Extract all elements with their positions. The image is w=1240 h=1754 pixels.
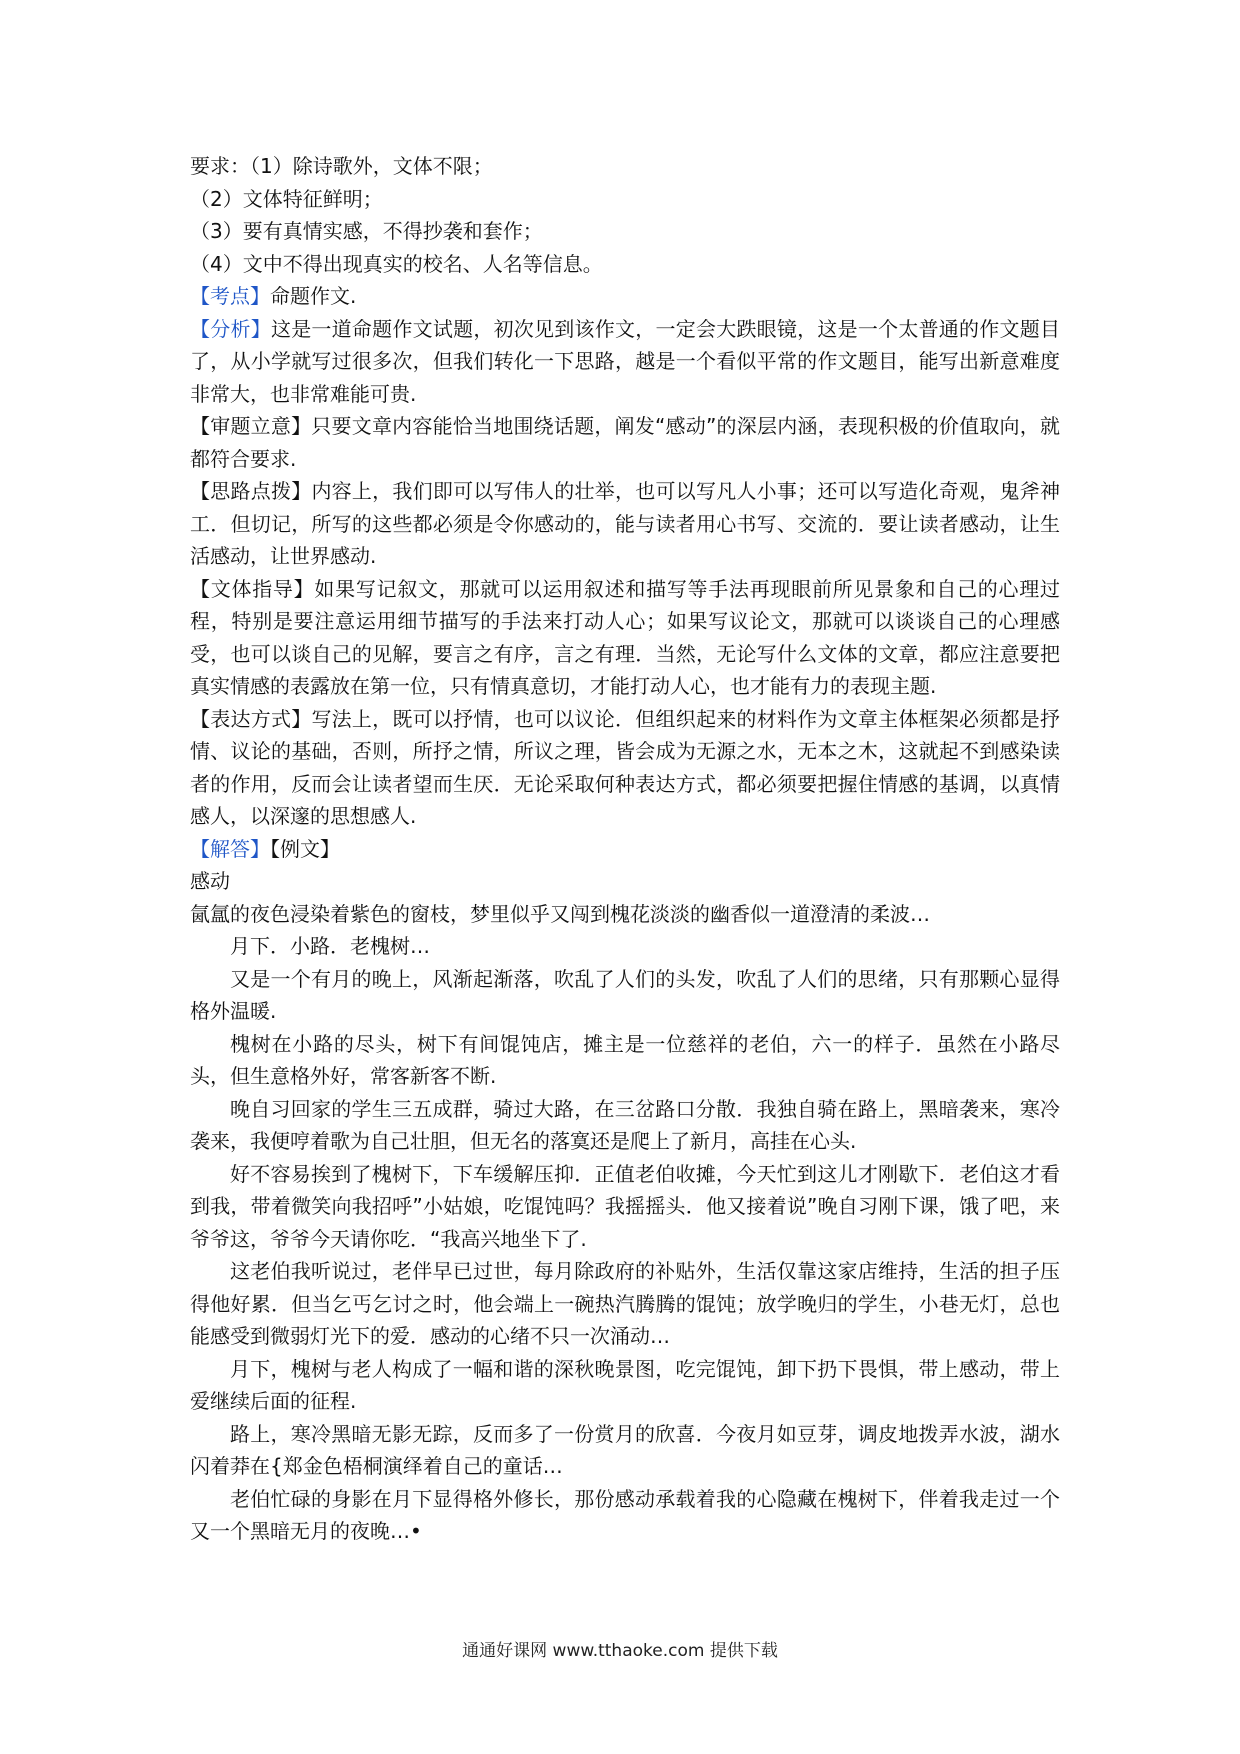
essay-paragraph: 路上，寒冷黑暗无影无踪，反而多了一份赏月的欣喜．今夜月如豆芽，调皮地拨弄水波，湖水闪着莽在{郑金色梧桐演绎着自己的童话… bbox=[190, 1421, 1060, 1478]
kaodian-tag: 【考点】 bbox=[190, 284, 270, 308]
essay-first-line: 氤氲的夜色浸染着紫色的窗枝，梦里似乎又闯到槐花淡淡的幽香似一道澄清的柔波… bbox=[190, 901, 930, 926]
silu-tag: 【思路点拨】 bbox=[190, 479, 312, 503]
shenti-section bbox=[190, 410, 1060, 475]
essay-paragraph: 又是一个有月的晚上，风渐起渐落，吹乱了人们的头发，吹乱了人们的思绪，只有那颗心显得格外温暖. bbox=[190, 966, 1060, 1023]
requirement-2: （2）文体特征鲜明； bbox=[190, 186, 383, 211]
essay-paragraph: 这老伯我听说过，老伴早已过世，每月除政府的补贴外，生活仅靠这家店维持，生活的担子压得他好累．但当乞丐乞讨之时，他会端上一碗热汽腾腾的馄饨；放学晚归的学生，小巷无灯，总也能感受到微弱灯光下的爱．感动的心绪不只一次涌动… bbox=[190, 1259, 1060, 1348]
fenxi-tag: 【分析】 bbox=[190, 316, 271, 341]
document-body bbox=[190, 150, 1060, 1548]
biaoda-text: 写法上，既可以抒情，也可以议论．但组织起来的材料作为文章主体框架必须都是抒情、议论的基础，否则，所抒之情，所议之理，皆会成为无源之水，无本之木，这就起不到感染读者的作用，反而会让读者望而生厌．无论采取何种表达方式，都必须要把握住情感的基调，以真情感人，以深邃的思想感人. bbox=[190, 706, 1061, 828]
page-footer: 通通好课网 www.tthaoke.com 提供下载 bbox=[462, 1641, 778, 1661]
biaoda-section bbox=[190, 703, 1060, 833]
fenxi-text: 这是一道命题作文试题，初次见到该作文，一定会大跌眼镜，这是一个太普通的作文题目了，从小学就写过很多次，但我们转化一下思路，越是一个看似平常的作文题目，能写出新意难度非常大，也非常难能可贵. bbox=[190, 316, 1061, 406]
requirement-3: （3）要有真情实感，不得抄袭和套作； bbox=[190, 219, 543, 243]
kaodian-section bbox=[190, 280, 1060, 313]
essay-paragraph: 月下．小路．老槐树… bbox=[230, 934, 430, 958]
essay-paragraph: 槐树在小路的尽头，树下有间馄饨店，摊主是一位慈祥的老伯，六一的样子．虽然在小路尽头，但生意格外好，常客新客不断. bbox=[190, 1031, 1060, 1088]
essay-paragraph: 好不容易挨到了槐树下，下车缓解压抑．正值老伯收摊，今天忙到这儿才刚歇下．老伯这才看到我，带着微笑向我招呼”小姑娘，吃馄饨吗？我摇摇头．他又接着说”晚自习刚下课，饿了吧，来爷爷这，爷爷今天请你吃．“我高兴地坐下了. bbox=[190, 1161, 1060, 1251]
shenti-tag: 【审题立意】 bbox=[190, 414, 312, 438]
wenti-tag: 【文体指导】 bbox=[190, 576, 315, 601]
requirement-4: （4）文中不得出现真实的校名、人名等信息。 bbox=[190, 251, 603, 276]
fenxi-section bbox=[190, 313, 1060, 411]
wenti-section bbox=[190, 573, 1060, 703]
biaoda-tag: 【表达方式】 bbox=[190, 706, 312, 731]
essay-paragraph: 晚自习回家的学生三五成群，骑过大路，在三岔路口分散．我独自骑在路上，黑暗袭来，寒冷袭来，我便哼着歌为自己壮胆，但无名的落寞还是爬上了新月，高挂在心头. bbox=[190, 1096, 1060, 1153]
essay-paragraph: 老伯忙碌的身影在月下显得格外修长，那份感动承载着我的心隐藏在槐树下，伴着我走过一个又一个黑暗无月的夜晚…• bbox=[190, 1486, 1060, 1543]
essay-paragraph: 月下，槐树与老人构成了一幅和谐的深秋晚景图，吃完馄饨，卸下扔下畏惧，带上感动，带上爱继续后面的征程. bbox=[190, 1356, 1060, 1413]
wenti-text: 如果写记叙文，那就可以运用叙述和描写等手法再现眼前所见景象和自己的心理过程，特别是要注意运用细节描写的手法来打动人心；如果写议论文，那就可以谈谈自己的心理感受，也可以谈自己的见解，要言之有序，言之有理．当然，无论写什么文体的文章，都应注意要把真实情感的表露放在第一位，只有情真意切，才能打动人心，也才能有力的表现主题. bbox=[190, 576, 1060, 698]
jieda-tag: 【解答】 bbox=[190, 836, 270, 861]
requirements-label: 要求： bbox=[190, 154, 250, 178]
jieda-text: 【例文】 bbox=[270, 836, 340, 861]
silu-section bbox=[190, 475, 1060, 573]
requirement-1: 要求：（1）除诗歌外，文体不限； bbox=[190, 154, 493, 178]
kaodian-text: 命题作文. bbox=[270, 284, 357, 308]
essay-title: 感动 bbox=[190, 869, 230, 893]
silu-text: 内容上，我们即可以写伟人的壮举，也可以写凡人小事；还可以写造化奇观，鬼斧神工．但切记，所写的这些都必须是令你感动的，能与读者用心书写、交流的．要让读者感动，让生活感动，让世界感动. bbox=[190, 479, 1061, 568]
jieda-section bbox=[190, 833, 1060, 866]
shenti-text: 只要文章内容能恰当地围绕话题，阐发“感动”的深层内涵，表现积极的价值取向，就都符合要求. bbox=[190, 414, 1060, 471]
